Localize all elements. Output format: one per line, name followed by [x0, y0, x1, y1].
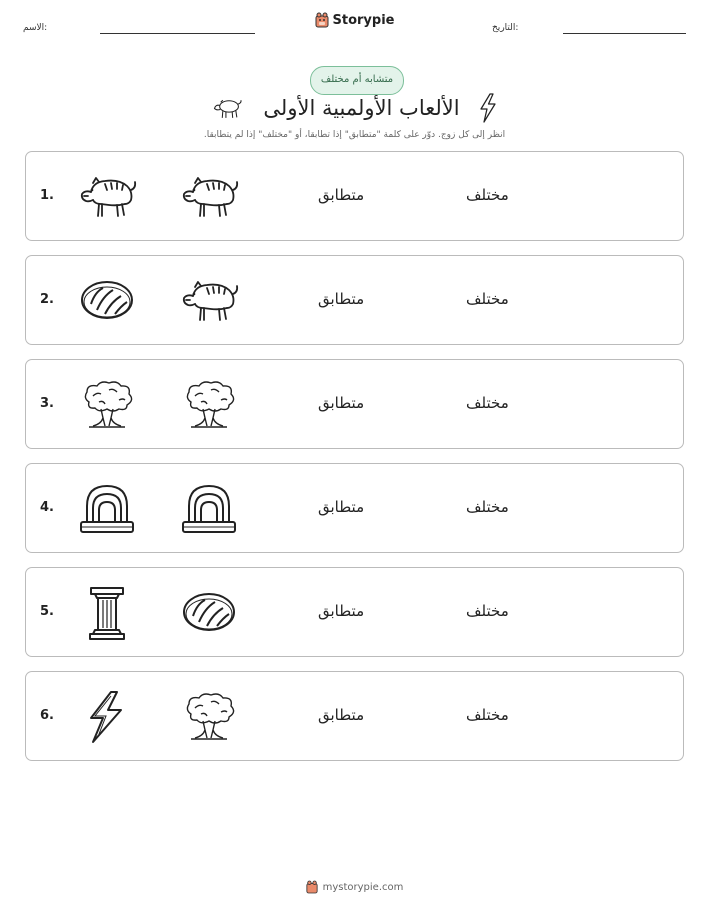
- brand-name: Storypie: [332, 12, 395, 28]
- lightning-icon: [478, 93, 498, 123]
- footer-url[interactable]: mystorypie.com: [322, 881, 404, 893]
- row-number: 5.: [40, 604, 54, 619]
- storypie-logo-icon: [306, 880, 318, 894]
- different-option[interactable]: مختلف: [466, 394, 509, 412]
- same-option[interactable]: متطابق: [318, 186, 365, 204]
- different-option[interactable]: مختلف: [466, 186, 509, 204]
- row-number: 1.: [40, 188, 54, 203]
- title-block: [0, 93, 709, 126]
- name-label: الاسم:: [23, 23, 48, 33]
- storypie-logo-icon: [315, 12, 329, 28]
- olive-tree-icon: [79, 378, 135, 432]
- bread-icon: [79, 274, 135, 328]
- instructions: انظر إلى كل زوج. دوّر على كلمة "متطابق" إذا تطابقا، أو "مختلف" إذا لم يتطابقا.: [203, 130, 506, 140]
- name-line[interactable]: [100, 33, 255, 34]
- date-label: التاريخ:: [492, 23, 519, 33]
- olive-tree-icon: [181, 378, 237, 432]
- exercise-row: [25, 671, 684, 761]
- boar-icon: [79, 170, 135, 224]
- same-option[interactable]: متطابق: [318, 498, 365, 516]
- boar-icon: [181, 274, 237, 328]
- exercise-row: [25, 359, 684, 449]
- different-option[interactable]: مختلف: [466, 706, 509, 724]
- same-option[interactable]: متطابق: [318, 290, 365, 308]
- exercise-row: [25, 567, 684, 657]
- date-line[interactable]: [563, 33, 686, 34]
- column-icon: [79, 586, 135, 640]
- row-number: 2.: [40, 292, 54, 307]
- lightning-icon: [79, 690, 135, 744]
- boar-icon: [181, 170, 237, 224]
- brand-header: [0, 12, 709, 32]
- same-option[interactable]: متطابق: [318, 394, 365, 412]
- same-option[interactable]: متطابق: [318, 706, 365, 724]
- different-option[interactable]: مختلف: [466, 498, 509, 516]
- row-number: 6.: [40, 708, 54, 723]
- exercise-row: [25, 255, 684, 345]
- topic-tag: متشابه أم مختلف: [310, 66, 404, 95]
- exercise-row: [25, 151, 684, 241]
- bread-icon: [181, 586, 237, 640]
- same-option[interactable]: متطابق: [318, 602, 365, 620]
- different-option[interactable]: مختلف: [466, 602, 509, 620]
- boar-icon: [211, 95, 245, 121]
- oven-icon: [79, 482, 135, 536]
- different-option[interactable]: مختلف: [466, 290, 509, 308]
- olive-tree-icon: [181, 690, 237, 744]
- footer: [0, 880, 709, 897]
- oven-icon: [181, 482, 237, 536]
- row-number: 4.: [40, 500, 54, 515]
- exercise-row: [25, 463, 684, 553]
- page-title: الألعاب الأولمبية الأولى: [263, 96, 460, 120]
- row-number: 3.: [40, 396, 54, 411]
